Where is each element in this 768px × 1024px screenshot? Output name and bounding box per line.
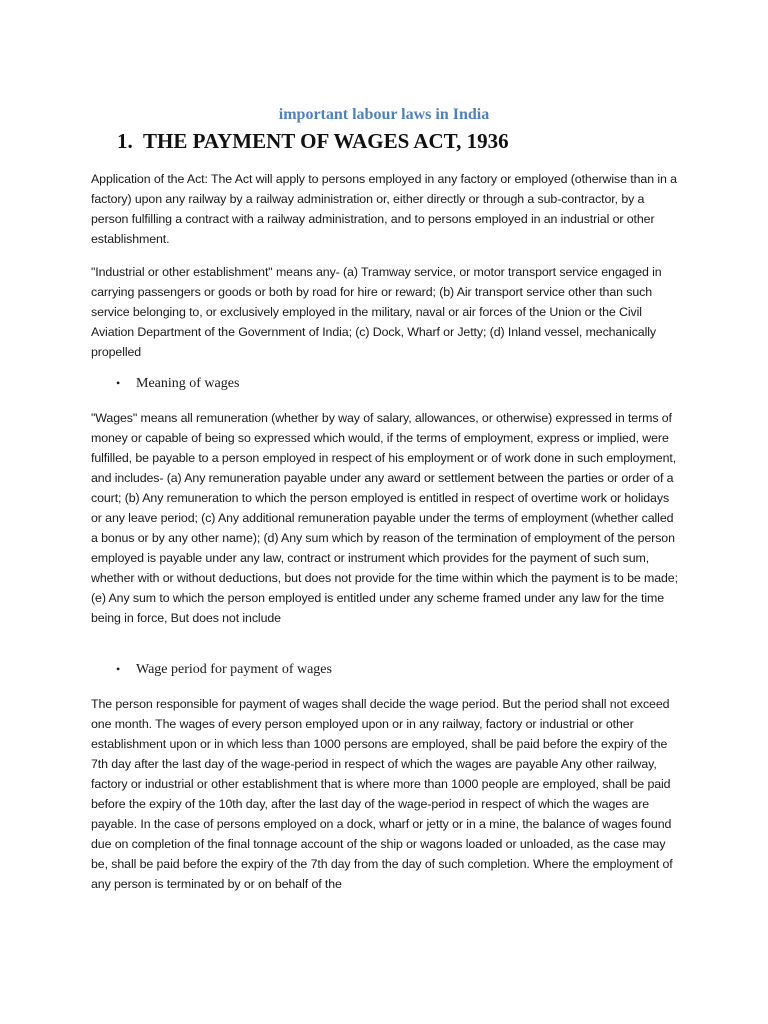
paragraph-wages: "Wages" means all remuneration (whether by way of salary, allowances, or otherwise) expressed in terms of money or capable of being so expressed which would, if the terms of employment, express or implied, were fulfilled, be payable to a person employed in respect of his employment or of work done in such employment, and includes- (a) Any remuneration payable under any award or settlement between the parties or order of a court; (b) Any remuneration to which the person employed is entitled in respect of overtime work or holidays or any leave period; (c) Any additional remuneration payable under the terms of employment (whether called a bonus or by any other name); (d) Any sum which by reason of the termination of employment of the person employed is payable under any law, contract or instrument which provides for the payment of such sum, whether with or without deductions, but does not provide for the time within which the payment is to be made; (e) Any sum to which the person employed is entitled under any scheme framed under any law for the time being in force, But does not include — [91, 411, 678, 625]
bullet-icon: • — [116, 662, 121, 676]
section-number: 1. — [117, 129, 133, 153]
paragraph-wage-period: The person responsible for payment of wages shall decide the wage period. But the period shall not exceed one month. The wages of every person employed upon or in any railway, factory or industrial or other establishment upon or in which less than 1000 persons are employed, shall be paid before the expiry of the 7th day after the last day of the wage-period in respect of which the wages are payable Any other railway, factory or industrial or other establishment that is where more than 1000 people are employed, shall be paid before the expiry of the 10th day, after the last day of the wage-period in respect of which the wages are payable. In the case of persons employed on a dock, wharf or jetty or in a mine, the balance of wages found due on completion of the final tonnage account of the ship or wagons loaded or unloaded, as the case may be, shall be paid before the expiry of the 7th day from the day of such completion. Where the employment of any person is terminated by or on behalf of the — [91, 697, 673, 891]
bullet-icon: • — [116, 376, 121, 390]
paragraph-establishment: "Industrial or other establishment" means any- (a) Tramway service, or motor transport service engaged in carrying passengers or goods or both by road for hire or reward; (b) Air transport service other than such service belonging to, or exclusively employed in the military, naval or air forces of the Union or the Civil Aviation Department of the Government of India; (c) Dock, Wharf or Jetty; (d) Inland vessel, mechanically propelled — [91, 265, 662, 359]
paragraph-application: Application of the Act: The Act will apply to persons employed in any factory or employed (otherwise than in a factory) upon any railway by a railway administration or, either directly or through a sub-contractor, by a person fulfilling a contract with a railway administration, and to persons employed in an industrial or other establishment. — [91, 172, 677, 246]
bullet-meaning-of-wages — [116, 376, 239, 392]
document-title: important labour laws in India — [278, 106, 490, 123]
bullet-label: Meaning of wages — [136, 376, 240, 391]
section-heading — [117, 129, 509, 154]
bullet-label: Wage period for payment of wages — [136, 662, 332, 677]
section-title: THE PAYMENT OF WAGES ACT, 1936 — [143, 129, 509, 153]
bullet-wage-period — [116, 662, 332, 678]
